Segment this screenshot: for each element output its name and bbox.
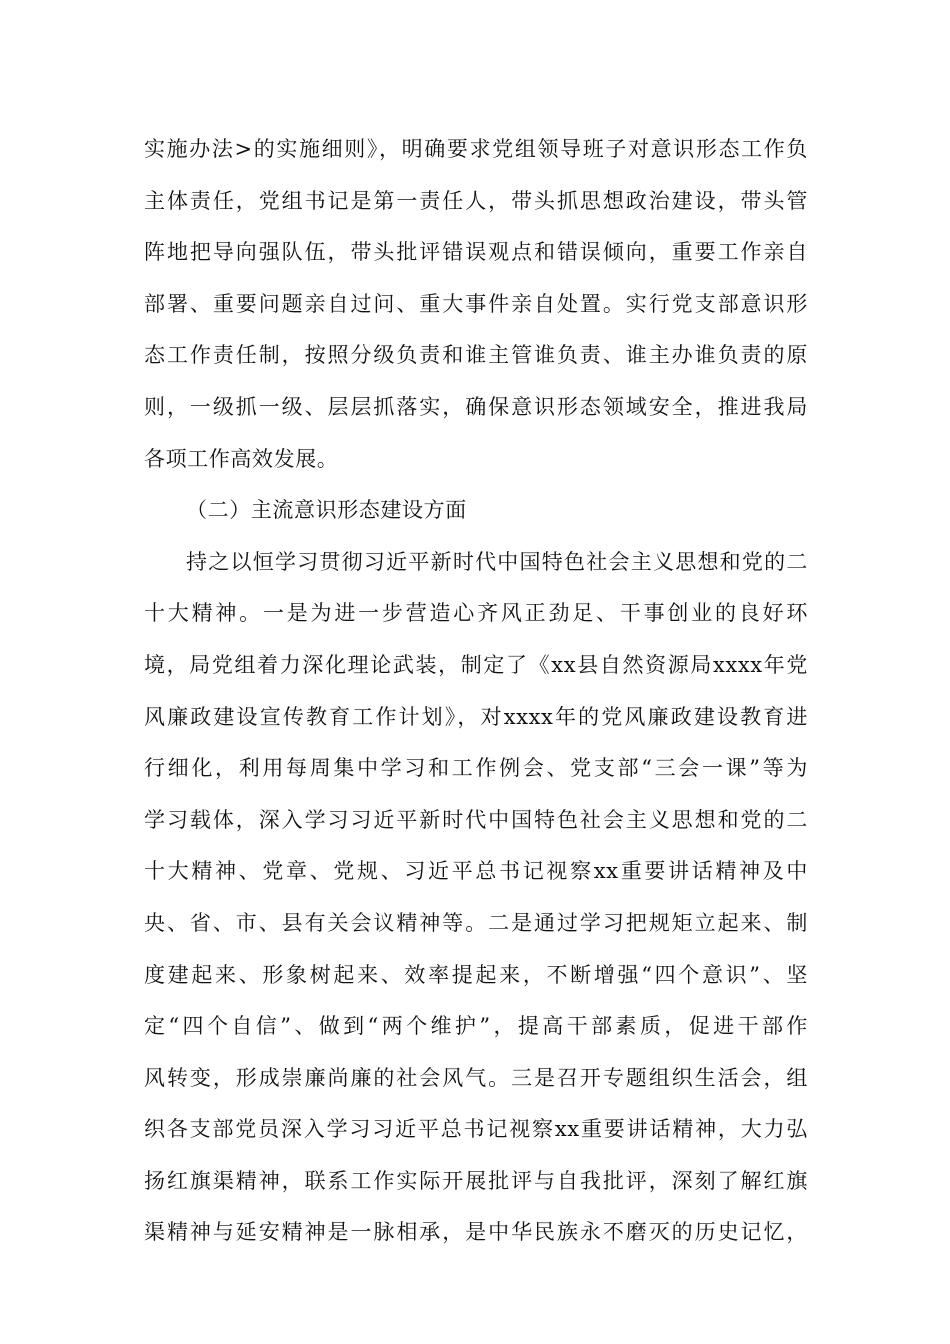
text-line: 定“四个自信”、做到“两个维护”，提高干部素质，促进干部作 [144,1014,808,1039]
text-line: 行细化，利用每周集中学习和工作例会、党支部“三会一课”等为 [144,756,808,781]
text-line: 阵地把导向强队伍，带头批评错误观点和错误倾向，重要工作亲自 [144,240,808,265]
text-line: 则，一级抓一级、层层抓落实，确保意识形态领域安全，推进我局 [144,394,808,419]
text-line: 渠精神与延安精神是一脉相承，是中华民族永不磨灭的历史记忆， [144,1220,808,1245]
paragraph-end-line: 各项工作高效发展。 [144,446,339,471]
paragraph-first-line: 持之以恒学习贯彻习近平新时代中国特色社会主义思想和党的二 [186,549,808,574]
text-line: 十大精神。一是为进一步营造心齐风正劲足、干事创业的良好环 [144,601,808,626]
text-line: 十大精神、党章、党规、习近平总书记视察xx重要讲话精神及中 [144,859,808,884]
text-line: 实施办法>的实施细则》，明确要求党组领导班子对意识形态工作负 [144,137,808,161]
section-heading: （二）主流意识形态建设方面 [186,498,467,523]
text-line: 境，局党组着力深化理论武装，制定了《xx县自然资源局xxxx年党 [144,652,808,677]
text-line: 央、省、市、县有关会议精神等。二是通过学习把规矩立起来、制 [144,910,808,935]
text-line: 扬红旗渠精神，联系工作实际开展批评与自我批评，深刻了解红旗 [144,1168,808,1193]
text-line: 学习载体，深入学习习近平新时代中国特色社会主义思想和党的二 [144,807,808,832]
text-line: 度建起来、形象树起来、效率提起来，不断增强“四个意识”、坚 [144,962,808,987]
text-line: 主体责任，党组书记是第一责任人，带头抓思想政治建设，带头管 [144,188,808,213]
text-line: 风廉政建设宣传教育工作计划》，对xxxx年的党风廉政建设教育进 [144,704,808,729]
body-text [144,124,808,1259]
text-line: 部署、重要问题亲自过问、重大事件亲自处置。实行党支部意识形 [144,291,808,316]
text-line: 态工作责任制，按照分级负责和谁主管谁负责、谁主办谁负责的原 [144,343,808,368]
text-line: 风转变，形成崇廉尚廉的社会风气。三是召开专题组织生活会，组 [144,1065,808,1090]
text-line: 织各支部党员深入学习习近平总书记视察xx重要讲话精神，大力弘 [144,1117,808,1142]
